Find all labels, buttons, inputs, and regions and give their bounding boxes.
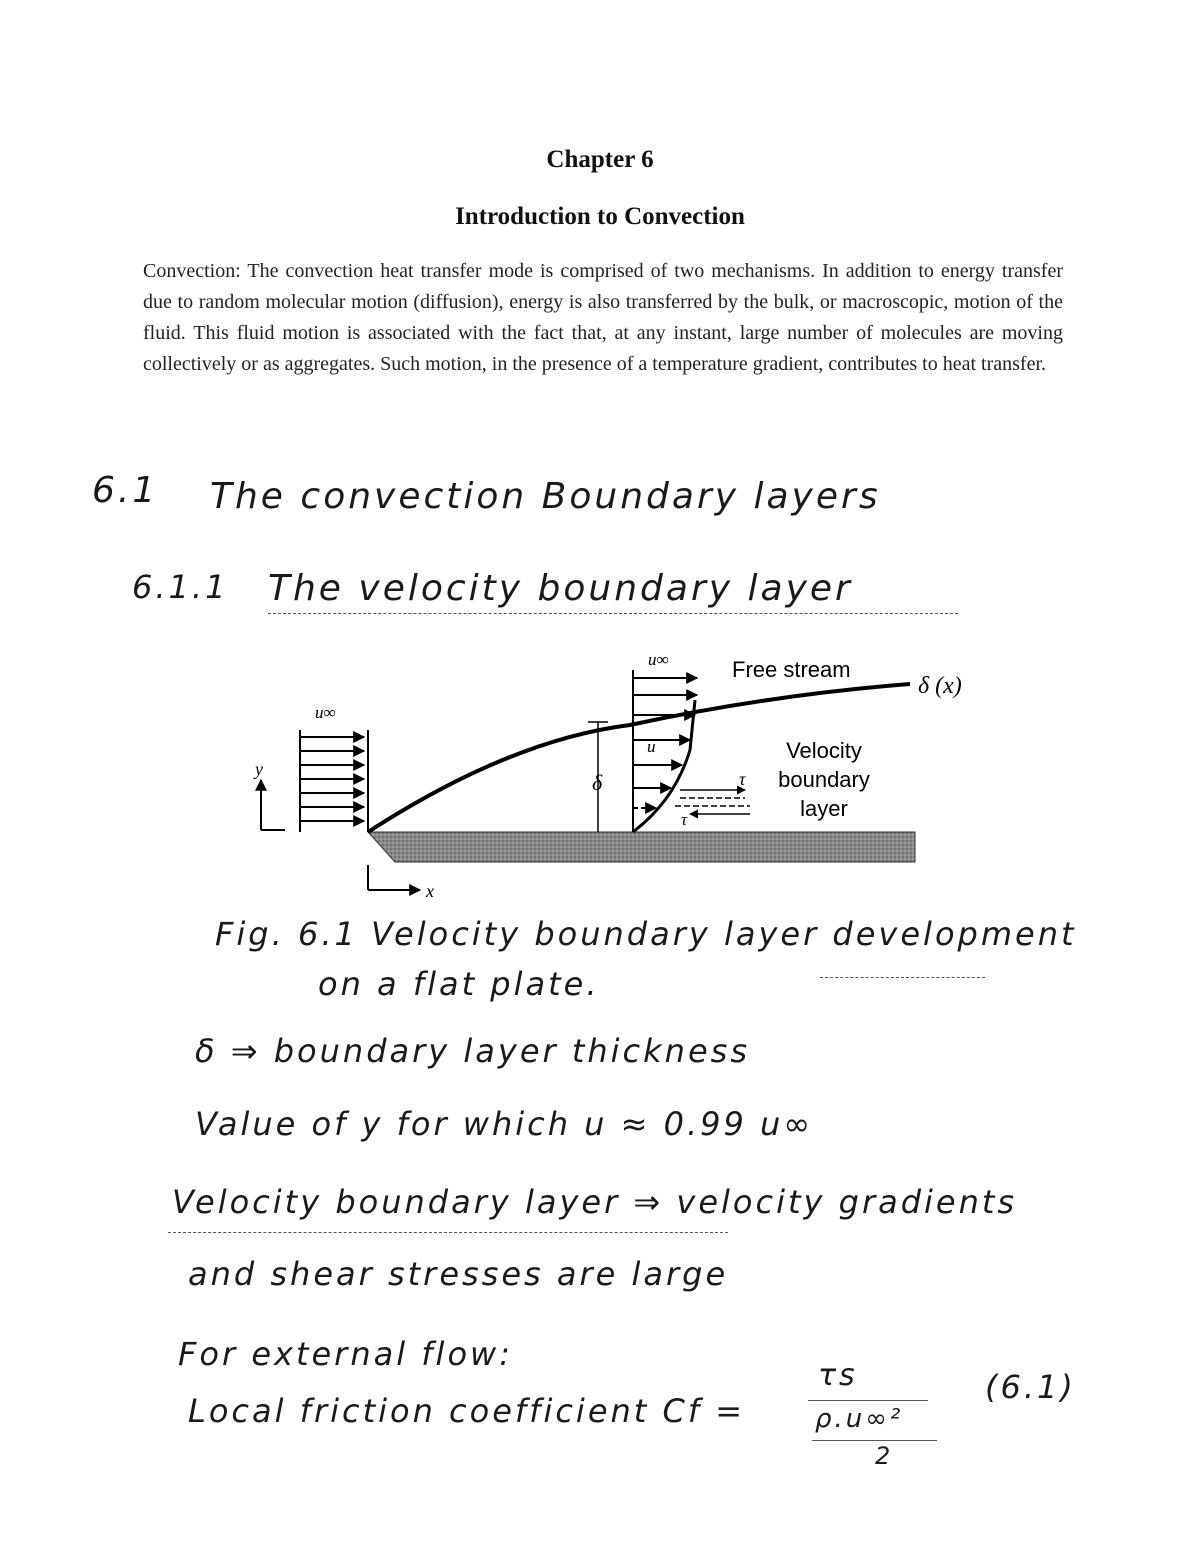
external-flow-heading: For external flow: (178, 1335, 513, 1373)
flat-plate (368, 832, 915, 862)
formula-denominator-bar (812, 1440, 937, 1441)
tau-upper-label: τ (739, 769, 746, 789)
tau-lower-label: τ (681, 810, 688, 829)
free-stream-label: Free stream (732, 657, 851, 682)
formula-denominator: ρ.u∞² (815, 1404, 904, 1434)
vbl-statement-line2: and shear stresses are large (188, 1255, 729, 1293)
vbl-statement-line1: Velocity boundary layer ⇒ velocity gradients (172, 1183, 1018, 1221)
subsection-title: The velocity boundary layer (268, 568, 958, 614)
local-friction-label: Local friction coefficient Cf = (188, 1392, 746, 1430)
figure-caption-line2: on a flat plate. (318, 965, 600, 1003)
boundary-layer-figure (250, 640, 1000, 910)
vbl-label-line2: boundary (778, 767, 870, 792)
vbl-label-line1: Velocity (786, 738, 862, 763)
equation-number: (6.1) (985, 1368, 1076, 1406)
figure-caption-line1: Fig. 6.1 Velocity boundary layer development (215, 915, 1077, 953)
section-title: The convection Boundary layers (210, 476, 881, 517)
caption-underline (820, 977, 985, 978)
delta-definition: δ ⇒ boundary layer thickness (195, 1032, 750, 1070)
formula-numerator: τs (818, 1358, 858, 1393)
section-number: 6.1 (92, 470, 159, 511)
formula-denominator-2: 2 (875, 1442, 894, 1470)
delta-label: δ (592, 770, 603, 795)
chapter-title: Introduction to Convection (455, 203, 745, 230)
velocity-profile-arrows (633, 678, 697, 808)
u-inf-top-label: u∞ (648, 650, 669, 669)
chapter-heading: Chapter 6 (546, 146, 654, 173)
vbl-label-line3: layer (800, 796, 848, 821)
x-axis-label: x (426, 881, 434, 901)
y-axis-label: y (255, 759, 263, 779)
formula-fraction-bar (808, 1400, 928, 1401)
delta-x-label: δ (x) (918, 673, 962, 699)
intro-paragraph: Convection: The convection heat transfer mode is comprised of two mechanisms. In addition to energy transfer due to random molecular motion (diffusion), energy is also transferred by the bulk, or macroscopic, motion of the fluid. This fluid motion is associated with the fact that, at any instant, large number of molecules are moving collectively or as aggregates. Such motion, in the presence of a temperature gradient, contributes to heat transfer. (143, 260, 1063, 375)
u-inf-left-label: u∞ (315, 703, 336, 722)
uniform-profile-arrows (300, 737, 364, 821)
vbl-statement-underline (168, 1232, 728, 1233)
delta-value-definition: Value of y for which u ≈ 0.99 u∞ (195, 1105, 813, 1143)
subsection-number: 6.1.1 (132, 568, 229, 606)
u-label: u (647, 737, 656, 756)
